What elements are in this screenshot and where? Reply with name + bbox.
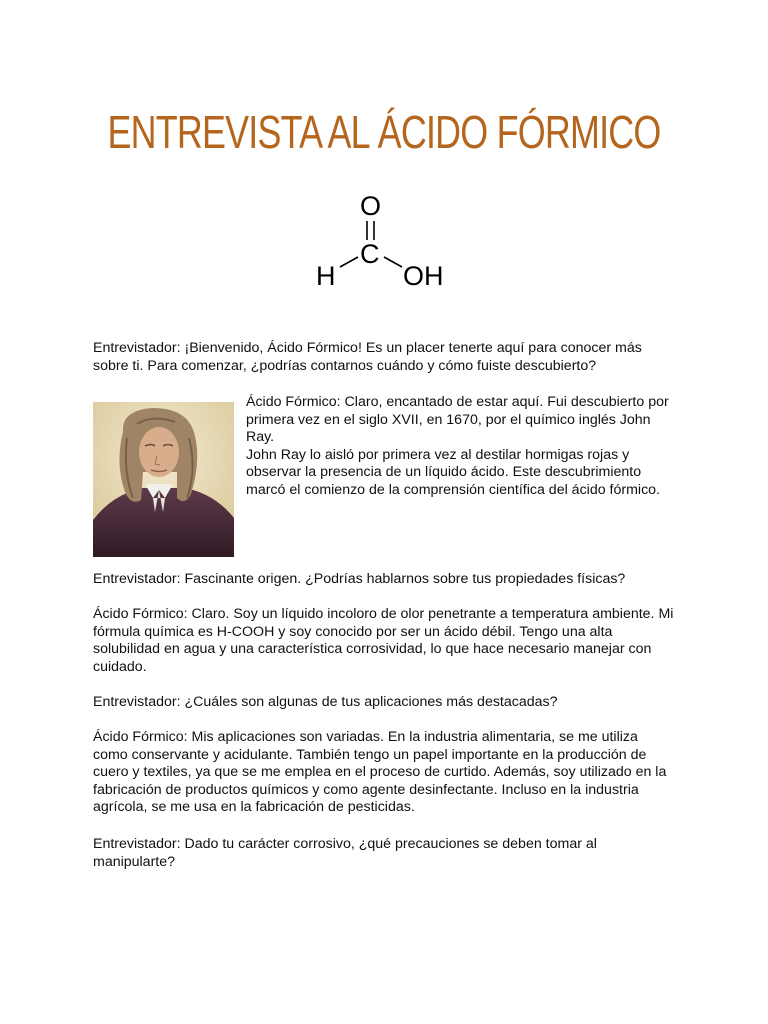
bond-c-h <box>340 257 358 267</box>
page-title: ENTREVISTA AL ÁCIDO FÓRMICO <box>107 106 661 158</box>
formic-acid-structure <box>300 185 460 295</box>
bond-c-oh <box>384 257 402 267</box>
atom-c: C <box>360 239 380 269</box>
paragraph-4: Ácido Fórmico: Claro. Soy un líquido incoloro de olor penetrante a temperatura ambiente. Mi fórmula química es H-COOH y soy conocido por ser un ácido débil. Tengo una alta solubilidad en agua y una característica corrosividad, lo que hace necesario manejar con cuidado. <box>93 606 674 675</box>
paragraph-1: Entrevistador: ¡Bienvenido, Ácido Fórmico! Es un placer tenerte aquí para conocer más sobre ti. Para comenzar, ¿podrías contarnos cuándo y cómo fuiste descubierto? <box>93 340 642 374</box>
atom-o: O <box>360 191 382 221</box>
paragraph-3: Entrevistador: Fascinante origen. ¿Podrías hablarnos sobre tus propiedades físicas? <box>93 571 626 587</box>
paragraph-7: Entrevistador: Dado tu carácter corrosivo, ¿qué precauciones se deben tomar al manipularte? <box>93 836 597 870</box>
paragraph-5: Entrevistador: ¿Cuáles son algunas de tus aplicaciones más destacadas? <box>93 694 558 710</box>
paragraph-2: Ácido Fórmico: Claro, encantado de estar aquí. Fui descubierto por primera vez en el siglo XVII, en 1670, por el químico inglés John Ray. John Ray lo aisló por primera vez al destilar hormigas rojas y observar la presencia de un líquido ácido. Este descubrimiento marcó el comienzo de la comprensión científica del ácido fórmico. <box>246 394 669 498</box>
portrait-john-ray <box>93 402 234 557</box>
atom-h: H <box>316 261 336 291</box>
group-oh: OH <box>403 261 444 291</box>
paragraph-6: Ácido Fórmico: Mis aplicaciones son variadas. En la industria alimentaria, se me utiliza como conservante y acidulante. También tengo un papel importante en la producción de cuero y textiles, ya que se me emplea en el proceso de curtido. Además, soy utilizado en la fabricación de productos químicos y como agente desinfectante. Incluso en la industria agrícola, se me usa en la fabricación de pesticidas. <box>93 729 667 816</box>
